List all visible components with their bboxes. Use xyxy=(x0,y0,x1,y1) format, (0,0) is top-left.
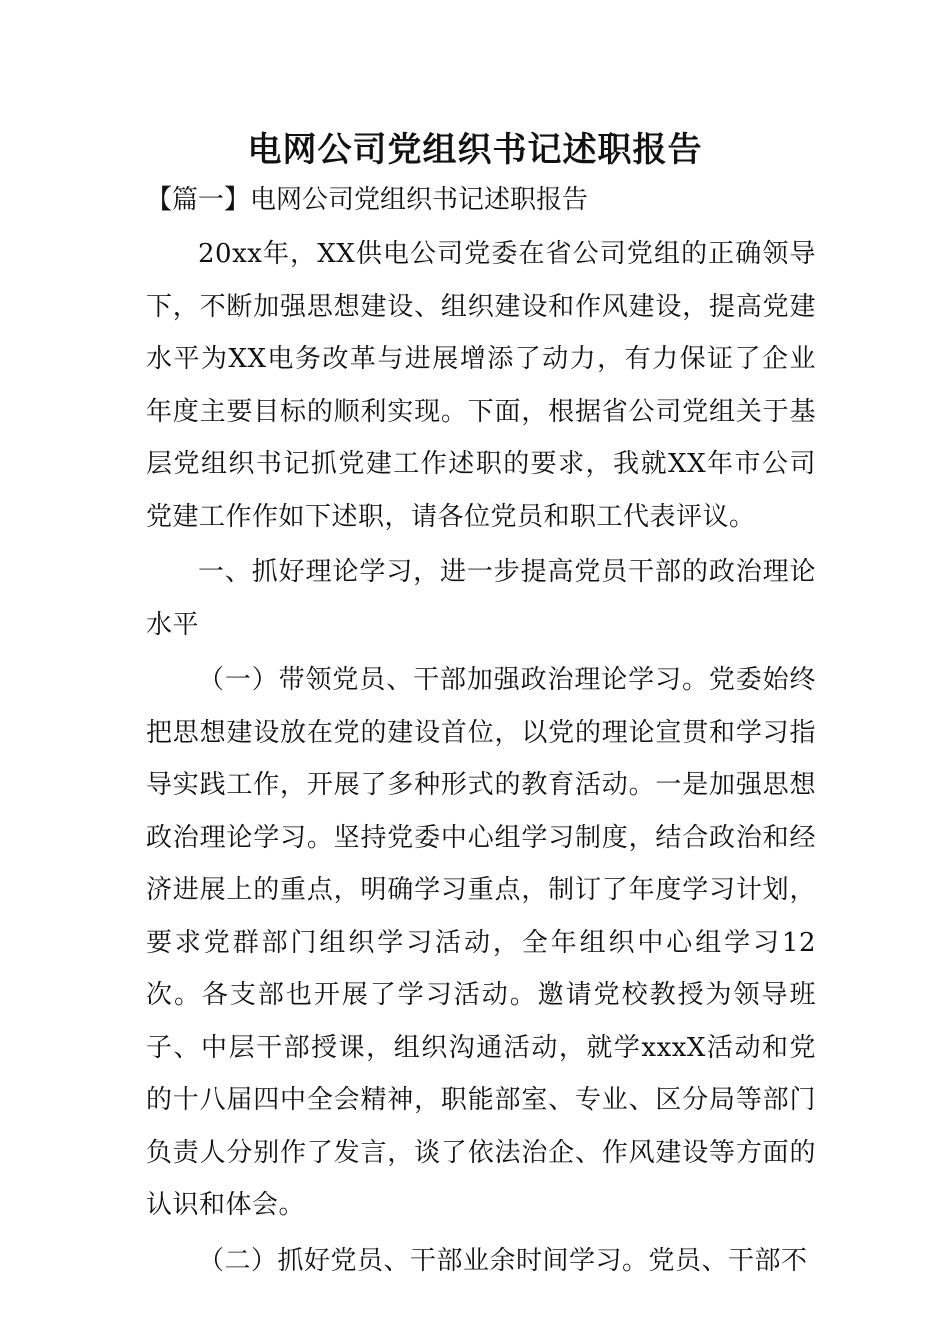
document-subtitle: 【篇一】电网公司党组织书记述职报告 xyxy=(146,185,589,215)
paragraph-section-1-1: （一）带领党员、干部加强政治理论学习。党委始终把思想建设放在党的建设首位，以党的理论宣贯和学习指导实践工作，开展了多种形式的教育活动。一是加强思想政治理论学习。坚持党委中心组学习制度，结合政治和经济进展上的重点，明确学习重点，制订了年度学习计划，要求党群部门组织学习活动，全年组织中心组学习12次。各支部也开展了学习活动。邀请党校教授为领导班子、中层干部授课，组织沟通活动，就学xxxX活动和党的十八届四中全会精神，职能部室、专业、区分局等部门负责人分别作了发言，谈了依法治企、作风建设等方面的认识和体会。 xyxy=(146,665,816,1220)
document-body xyxy=(146,228,816,1287)
paragraph-section-1-2: （二）抓好党员、干部业余时间学习。党员、干部不 xyxy=(198,1245,808,1276)
document-title: 电网公司党组织书记述职报告 xyxy=(247,130,703,170)
section-heading-1: 一、抓好理论学习，进一步提高党员干部的政治理论水平 xyxy=(146,557,816,640)
paragraph-intro: 20xx年，XX供电公司党委在省公司党组的正确领导下，不断加强思想建设、组织建设和作风建设，提高党建水平为XX电务改革与进展增添了动力，有力保证了企业年度主要目标的顺利实现。下面，根据省公司党组关于基层党组织书记抓党建工作述职的要求，我就XX年市公司党建工作作如下述职，请各位党员和职工代表评议。 xyxy=(146,239,816,532)
